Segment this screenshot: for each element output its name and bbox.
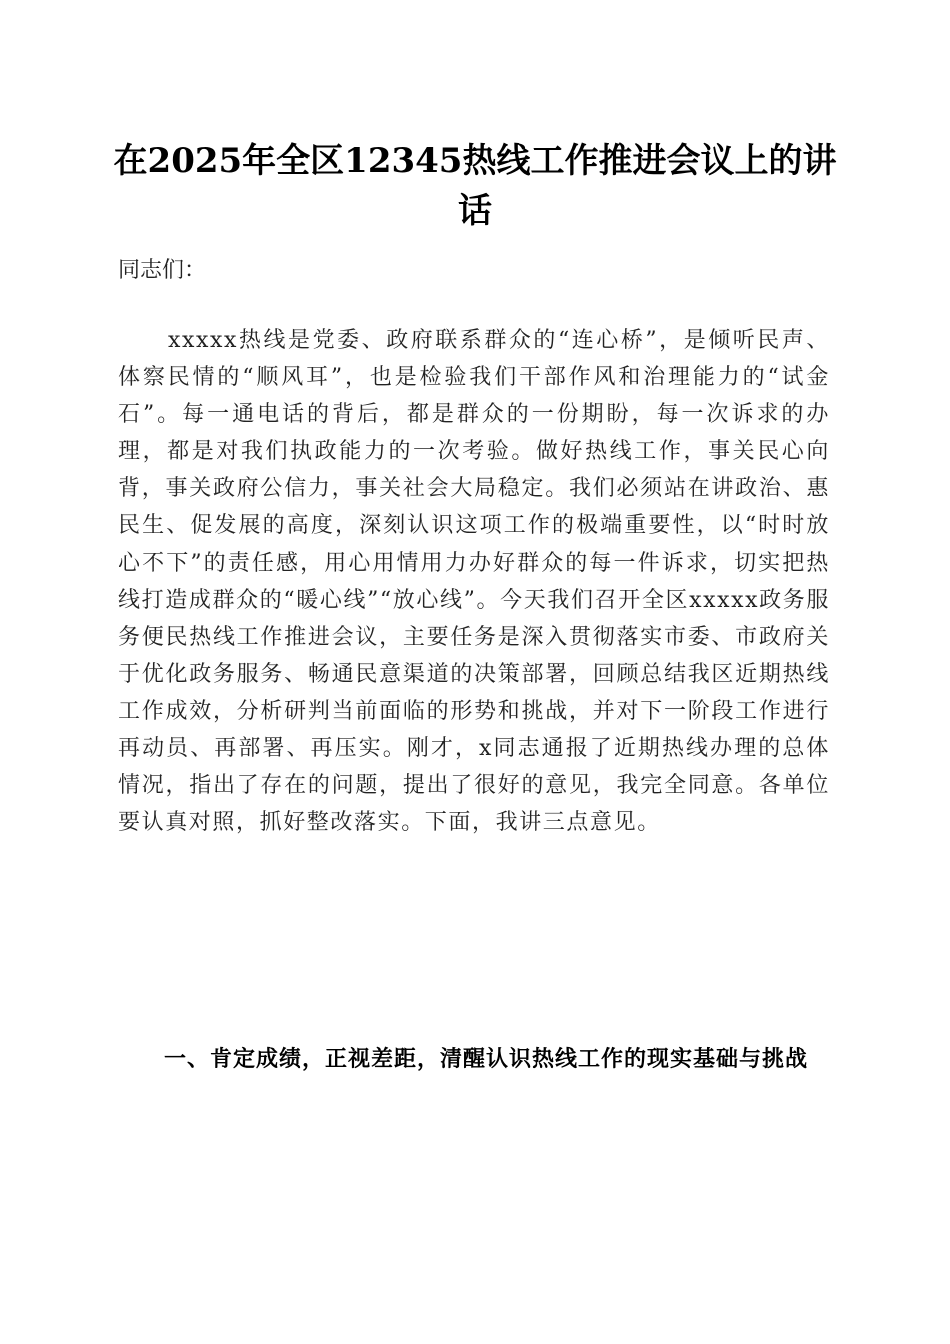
document-title: 在2025年全区12345热线工作推进会议上的讲话 (113, 141, 837, 231)
section-heading: 一、肯定成绩，正视差距，清醒认识热线工作的现实基础与挑战 (164, 1047, 809, 1072)
salutation: 同志们： (118, 258, 207, 283)
body-paragraph: xxxxx热线是党委、政府联系群众的“连心桥”，是倾听民声、体察民情的“顺风耳”，也是检验我们干部作风和治理能力的“试金石”。每一通电话的背后，都是群众的一份期盼，每一次诉求的办理，都是对我们执政能力的一次考验。做好热线工作，事关民心向背，事关政府公信力，事关社会大局稳定。我们必须站在讲政治、惠民生、促发展的高度，深刻认识这项工作的极端重要性，以“时时放心不下”的责任感，用心用情用力办好群众的每一件诉求，切实把热线打造成群众的“暖心线”“放心线”。今天我们召开全区xxxxx政务服务便民热线工作推进会议，主要任务是深入贯彻落实市委、市政府关于优化政务服务、畅通民意渠道的决策部署，回顾总结我区近期热线工作成效，分析研判当前面临的形势和挑战，并对下一阶段工作进行再动员、再部署、再压实。刚才，x同志通报了近期热线办理的总体情况，指出了存在的问题，提出了很好的意见，我完全同意。各单位要认真对照，抓好整改落实。下面，我讲三点意见。 (118, 328, 830, 836)
